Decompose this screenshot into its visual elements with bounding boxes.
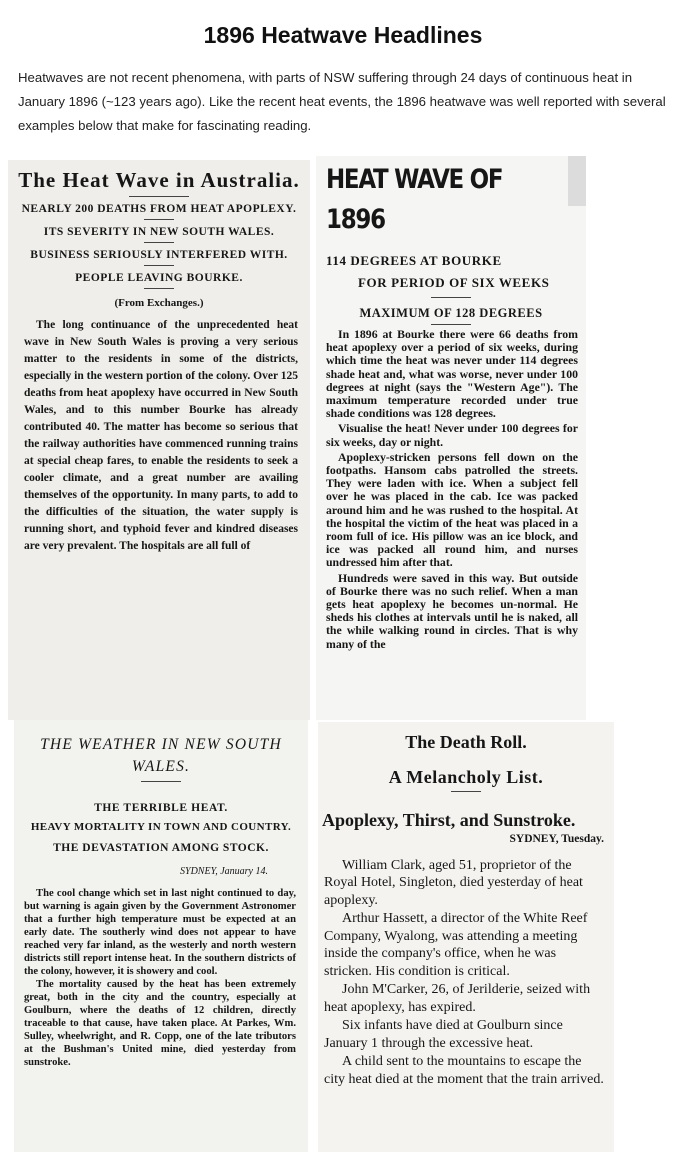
clipping-paragraph: In 1896 at Bourke there were 66 deaths from heat apoplexy over a period of six weeks, during which time the heat was never under 114 degrees shade heat and, what was worse, never under 100 degrees at night (says the "Western Age"). The maximum temperature recorded under true shade conditions was 128 degrees.: [326, 327, 578, 421]
clipping-headline: The Heat Wave in Australia.: [18, 168, 300, 192]
clipping-paragraph: Hundreds were saved in this way. But outside of Bourke there was no such relief. When a man gets heat apoplexy he becomes un-normal. He sheds his clothes at intervals until he is naked, all the while walking round in circles. That is why many of the: [326, 570, 578, 651]
clipping-weather-nsw: [14, 720, 308, 1152]
divider: [144, 265, 174, 266]
clipping-body: The long continuance of the unprecedented heat wave in New South Wales is proving a very serious matter to the residents in some of the districts, especially in the western portion of the colony. Over 125 deaths from heat apoplexy have occurred in New South Wales, and to this number Bourke has already contributed 40. The matter has become so serious that the railway authorities have commenced running trains at special cheap fares, to enable the residents to seek a cooler climate, and a great number are availing themselves of the opportunity. In many parts, to add to the difficulties of the situation, the water supply is running short, and typhoid fever and kindred diseases are very prevalent. The hospitals are all full of: [24, 319, 298, 552]
clipping-subheadline: BUSINESS SERIOUSLY INTERFERED WITH.: [30, 249, 288, 261]
clipping-subheadline: ITS SEVERITY IN NEW SOUTH WALES.: [43, 226, 275, 238]
clipping-subheadline: NEARLY 200 DEATHS FROM HEAT APOPLEXY.: [21, 203, 297, 215]
clipping-paragraph: Apoplexy-stricken persons fell down on the footpaths. Hansom cabs patrolled the streets. They were laden with ice. When a subject fell over he was placed in the cab. Ice was packed around him and he was rushed to the hospital. At the hospital the victim of the heat was placed in a room full of ice. His pillow was an ice block, and ice was packed all round him, and nurses undressed him after that.: [326, 449, 578, 570]
clipping-paragraph: A child sent to the mountains to escape the city heat died at the moment that the train arrived.: [324, 1054, 604, 1087]
divider: [144, 242, 174, 243]
clipping-paragraph: The mortality caused by the heat has been extremely great, both in the city and the country, especially at Goulburn, where the deaths of 12 children, directly traceable to that cause, have taken place. At Parkes, Wm. Sulley, wheelwright, and R. Copp, one of the late tributors at the Bushman's United mine, died yesterday from sunstroke.: [24, 979, 296, 1068]
divider: [144, 288, 174, 289]
clipping-subheadline: 114 DEGREES AT BOURKE: [326, 253, 502, 268]
clipping-subheadline: THE TERRIBLE HEAT.: [94, 802, 228, 814]
clipping-subheadline: Apoplexy, Thirst, and Sunstroke.: [322, 810, 576, 830]
clipping-subheadline: THE DEVASTATION AMONG STOCK.: [53, 842, 269, 854]
clipping-dateline: SYDNEY, Tuesday.: [509, 833, 604, 845]
clipping-dateline: SYDNEY, January 14.: [180, 866, 268, 877]
divider: [144, 219, 174, 220]
clipping-subheadline: MAXIMUM OF 128 DEGREES: [359, 306, 543, 320]
clipping-heat-wave-1896: [316, 156, 586, 720]
clipping-paragraph: Visualise the heat! Never under 100 degrees for six weeks, day or night.: [326, 421, 578, 449]
clipping-paragraph: Arthur Hassett, a director of the White Reef Company, Wyalong, was attending a meeting inside the company's office, when he was stricken. His condition is critical.: [324, 911, 588, 979]
clipping-paragraph: John M'Carker, 26, of Jerilderie, seized with heat apoplexy, has expired.: [324, 982, 591, 1015]
divider: [431, 297, 471, 298]
page-title: 1896 Heatwave Headlines: [203, 22, 483, 48]
divider: [451, 791, 481, 792]
clipping-subheadline: HEAVY MORTALITY IN TOWN AND COUNTRY.: [30, 821, 292, 833]
divider: [431, 324, 471, 325]
clipping-death-roll: [318, 722, 614, 1152]
clipping-paragraph: Six infants have died at Goulburn since January 1 through the excessive heat.: [324, 1018, 563, 1051]
intro-paragraph: Heatwaves are not recent phenomena, with parts of NSW suffering through 24 days of continuous heat in January 1896 (~123 years ago). Like the recent heat events, the 1896 heatwave was well reported with several examples below that make for fascinating reading.: [18, 70, 666, 133]
clipping-paragraph: William Clark, aged 51, proprietor of the Royal Hotel, Singleton, died yesterday of heat apoplexy.: [324, 857, 583, 908]
clipping-source: (From Exchanges.): [114, 297, 204, 309]
clipping-subheadline: PEOPLE LEAVING BOURKE.: [75, 272, 243, 284]
clipping-headline: THE WEATHER IN NEW SOUTH WALES.: [40, 736, 282, 775]
clipping-subheadline: FOR PERIOD OF SIX WEEKS: [358, 275, 550, 290]
clipping-paragraph: The cool change which set in last night continued to day, but warning is again given by the Government Astronomer that a further high temperature must be expected at an early date. The southerly wind does not appear to have reached very far inland, as the westerly and north western districts still report intense heat. In the southern districts of the colony, however, it is showery and cool.: [24, 888, 296, 977]
scan-edge: [568, 156, 586, 206]
divider: [129, 196, 189, 197]
divider: [141, 781, 181, 782]
clipping-heat-wave-australia: [8, 160, 310, 720]
clipping-subheadline: A Melancholy List.: [388, 767, 544, 787]
clipping-headline: The Death Roll.: [405, 732, 527, 752]
clipping-headline: HEAT WAVE OF 1896: [326, 164, 503, 235]
